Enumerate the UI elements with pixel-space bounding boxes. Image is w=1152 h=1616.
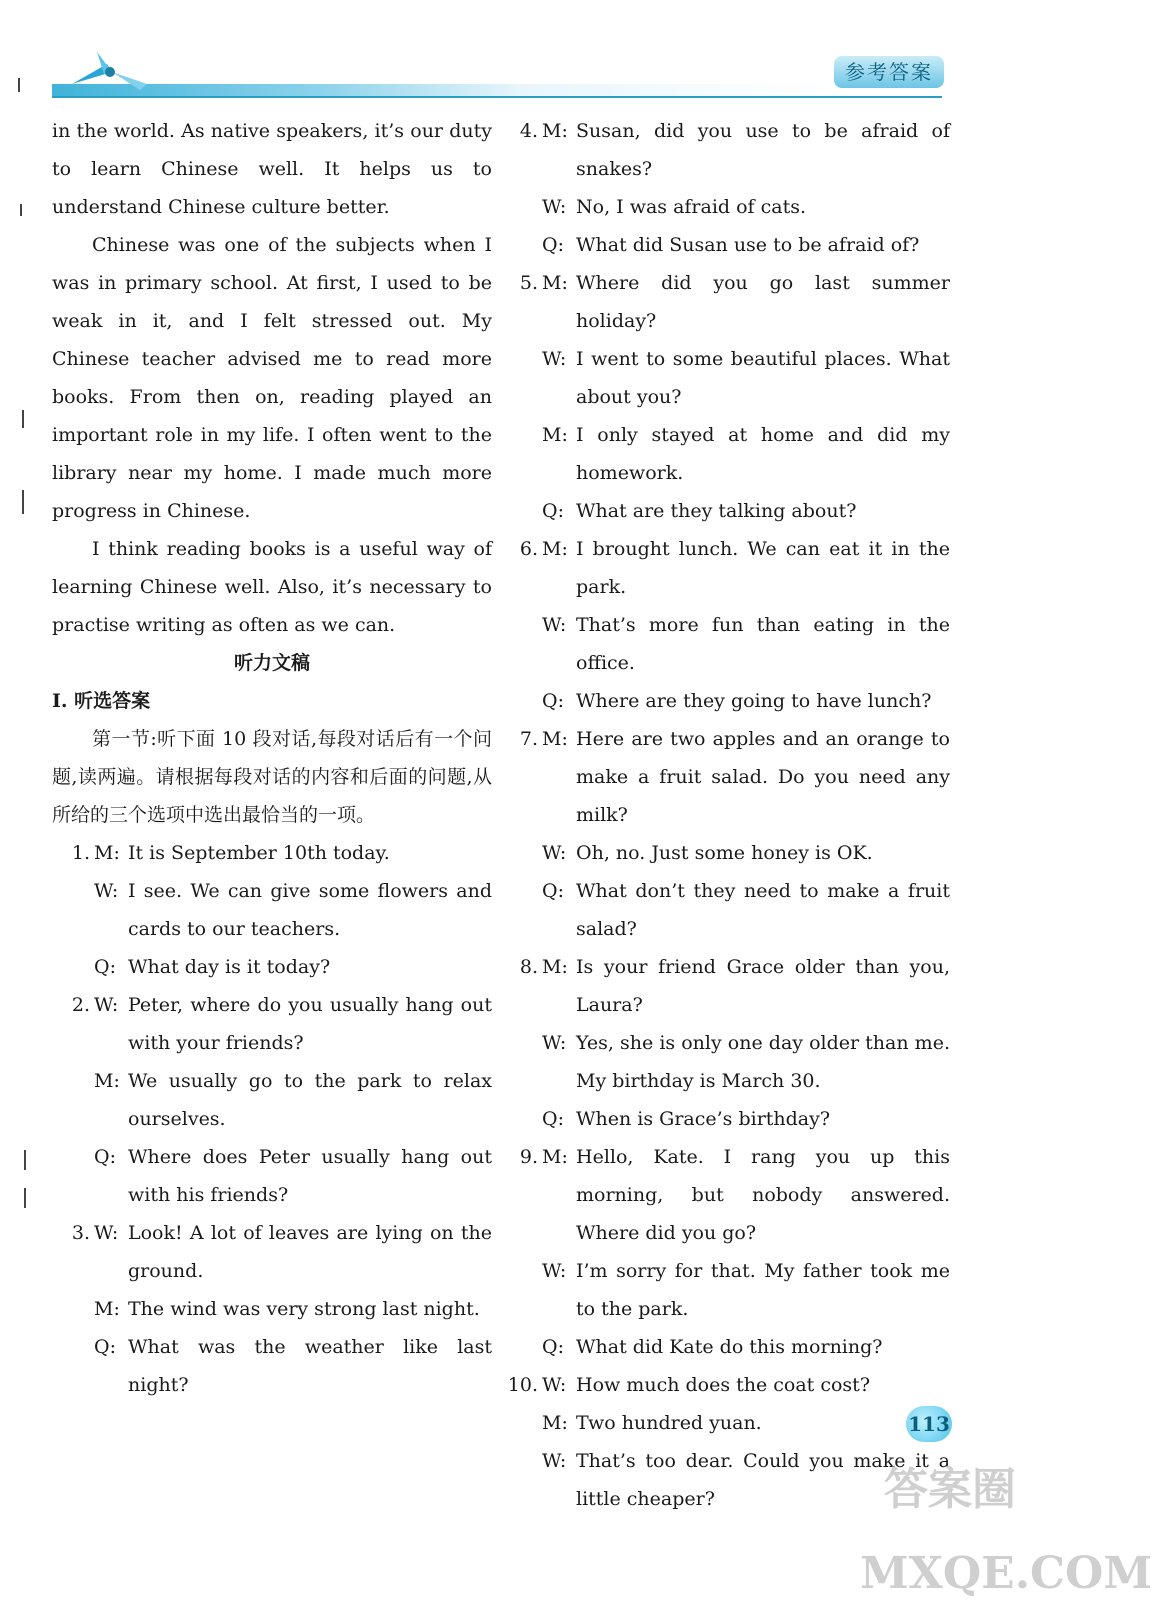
dialogue-number: 2.: [71, 994, 90, 1016]
dialogue-line: [542, 720, 950, 834]
dialogue-line: [94, 1214, 492, 1290]
dialogue-line: [542, 226, 950, 264]
speaker-label: W:: [542, 842, 567, 864]
dialogue-text: Is your friend Grace older than you, Laura?: [576, 956, 950, 1016]
dialogue-line: [94, 1138, 492, 1214]
dialogue-line: [542, 1138, 950, 1252]
windmill-logo-icon: [52, 44, 162, 98]
speaker-label: Q:: [542, 880, 564, 902]
dialogue-text: Susan, did you use to be afraid of snakes?: [576, 120, 950, 180]
speaker-label: Q:: [542, 1336, 564, 1358]
passage-paragraph: Chinese was one of the subjects when I was in primary school. At first, I used to be weak in it, and I felt stressed out. My Chinese teacher advised me to read more books. From then on, reading played an important role in my life. I often went to the library near my home. I made much more progress in Chinese.: [52, 234, 492, 522]
dialogue-text: Peter, where do you usually hang out with your friends?: [128, 994, 492, 1054]
dialogue-line: [542, 1252, 950, 1328]
speaker-label: M:: [542, 538, 568, 560]
binding-mark: [20, 204, 22, 216]
dialogue-item: [52, 834, 492, 986]
speaker-label: M:: [542, 956, 568, 978]
speaker-label: W:: [542, 1450, 567, 1472]
speaker-label: Q:: [542, 500, 564, 522]
dialogue-line: [542, 492, 950, 530]
dialogue-text: Where are they going to have lunch?: [576, 690, 932, 712]
dialogue-text: Look! A lot of leaves are lying on the ground.: [128, 1222, 492, 1282]
dialogue-line: [542, 948, 950, 1024]
dialogue-text: We usually go to the park to relax ourselves.: [128, 1070, 492, 1130]
dialogue-number: 4.: [519, 120, 538, 142]
dialogue-line: [542, 606, 950, 682]
dialogue-line: [94, 834, 492, 872]
dialogue-text: Yes, she is only one day older than me. My birthday is March 30.: [576, 1032, 950, 1092]
dialogue-text: Two hundred yuan.: [576, 1412, 762, 1434]
dialogue-item: [500, 112, 950, 264]
dialogue-text: The wind was very strong last night.: [128, 1298, 480, 1320]
part-title: Ⅰ. 听选答案: [52, 690, 151, 712]
dialogue-text: Here are two apples and an orange to make a fruit salad. Do you need any milk?: [576, 728, 950, 826]
dialogue-line: [94, 1328, 492, 1404]
speaker-label: W:: [542, 348, 567, 370]
speaker-label: M:: [542, 1412, 568, 1434]
left-column: [52, 112, 492, 1404]
dialogue-item: [52, 1214, 492, 1404]
dialogue-line: [94, 872, 492, 948]
speaker-label: M:: [542, 424, 568, 446]
speaker-label: W:: [94, 1222, 119, 1244]
speaker-label: Q:: [94, 1146, 116, 1168]
dialogue-line: [542, 1024, 950, 1100]
dialogue-item: [500, 948, 950, 1138]
dialogue-text: I brought lunch. We can eat it in the park.: [576, 538, 950, 598]
dialogue-text: What are they talking about?: [576, 500, 857, 522]
dialogue-number: 6.: [519, 538, 538, 560]
speaker-label: Q:: [542, 234, 564, 256]
dialogue-text: I see. We can give some flowers and cards to our teachers.: [128, 880, 492, 940]
dialogue-item: [500, 530, 950, 720]
dialogue-text: When is Grace’s birthday?: [576, 1108, 831, 1130]
dialogue-text: What day is it today?: [128, 956, 331, 978]
dialogue-number: 10.: [507, 1374, 538, 1396]
dialogue-item: [52, 986, 492, 1214]
dialogue-line: [94, 948, 492, 986]
speaker-label: M:: [542, 728, 568, 750]
dialogue-text: Where does Peter usually hang out with his friends?: [128, 1146, 492, 1206]
binding-mark: [18, 78, 20, 92]
dialogue-item: [500, 1138, 950, 1366]
dialogue-line: [542, 1404, 950, 1442]
section-title: 听力文稿: [233, 652, 310, 674]
dialogue-number: 3.: [71, 1222, 90, 1244]
passage-paragraph: in the world. As native speakers, it’s our duty to learn Chinese well. It helps us to understand Chinese culture better.: [52, 120, 492, 218]
header-rule: [52, 96, 942, 98]
dialogue-line: [542, 340, 950, 416]
dialogue-line: [542, 112, 950, 188]
dialogue-line: [94, 1290, 492, 1328]
dialogue-line: [542, 1366, 950, 1404]
speaker-label: M:: [94, 842, 120, 864]
dialogue-item: [500, 720, 950, 948]
dialogue-text: What did Kate do this morning?: [576, 1336, 883, 1358]
dialogue-list-right: [500, 112, 950, 1518]
dialogue-line: [542, 1100, 950, 1138]
watermark: 答案圈 MXQE.COM: [860, 1464, 1152, 1599]
dialogue-number: 7.: [519, 728, 538, 750]
speaker-label: Q:: [94, 1336, 116, 1358]
speaker-label: W:: [94, 994, 119, 1016]
dialogue-number: 5.: [519, 272, 538, 294]
dialogue-text: No, I was afraid of cats.: [576, 196, 807, 218]
dialogue-line: [542, 682, 950, 720]
dialogue-list-left: [52, 834, 492, 1404]
binding-mark: [24, 1188, 26, 1208]
right-column: [500, 112, 950, 1518]
dialogue-text: I only stayed at home and did my homework.: [576, 424, 950, 484]
dialogue-line: [94, 986, 492, 1062]
speaker-label: M:: [94, 1070, 120, 1092]
speaker-label: Q:: [542, 690, 564, 712]
binding-mark: [22, 490, 24, 514]
dialogue-line: [542, 1328, 950, 1366]
dialogue-line: [542, 264, 950, 340]
speaker-label: W:: [542, 1260, 567, 1282]
dialogue-text: That’s too dear. Could you make it a little cheaper?: [576, 1450, 950, 1510]
speaker-label: M:: [542, 272, 568, 294]
dialogue-text: What don’t they need to make a fruit salad?: [576, 880, 950, 940]
speaker-label: M:: [542, 120, 568, 142]
dialogue-number: 9.: [519, 1146, 538, 1168]
dialogue-text: I went to some beautiful places. What about you?: [576, 348, 950, 408]
dialogue-number: 1.: [71, 842, 90, 864]
dialogue-text: How much does the coat cost?: [576, 1374, 871, 1396]
dialogue-text: What did Susan use to be afraid of?: [576, 234, 920, 256]
binding-mark: [22, 410, 24, 428]
speaker-label: Q:: [542, 1108, 564, 1130]
instructions: 第一节:听下面 10 段对话,每段对话后有一个问题,读两遍。请根据每段对话的内容和后面的问题,从所给的三个选项中选出最恰当的一项。: [52, 728, 492, 826]
dialogue-item: [500, 264, 950, 530]
dialogue-line: [542, 416, 950, 492]
answer-key-tag: 参考答案: [834, 56, 944, 88]
speaker-label: Q:: [94, 956, 116, 978]
dialogue-number: 8.: [519, 956, 538, 978]
dialogue-text: Oh, no. Just some honey is OK.: [576, 842, 873, 864]
speaker-label: W:: [94, 880, 119, 902]
passage-paragraph: I think reading books is a useful way of learning Chinese well. Also, it’s necessary to practise writing as often as we can.: [52, 538, 492, 636]
dialogue-line: [542, 530, 950, 606]
dialogue-text: I’m sorry for that. My father took me to the park.: [576, 1260, 950, 1320]
speaker-label: W:: [542, 614, 567, 636]
dialogue-line: [542, 188, 950, 226]
speaker-label: W:: [542, 196, 567, 218]
page-number: 113: [906, 1406, 952, 1442]
dialogue-line: [94, 1062, 492, 1138]
dialogue-text: That’s more fun than eating in the office.: [576, 614, 950, 674]
binding-mark: [24, 1150, 26, 1170]
dialogue-line: [542, 872, 950, 948]
dialogue-text: Hello, Kate. I rang you up this morning, but nobody answered. Where did you go?: [576, 1146, 950, 1244]
dialogue-text: It is September 10th today.: [128, 842, 390, 864]
speaker-label: M:: [542, 1146, 568, 1168]
speaker-label: M:: [94, 1298, 120, 1320]
dialogue-text: Where did you go last summer holiday?: [576, 272, 950, 332]
speaker-label: W:: [542, 1032, 567, 1054]
speaker-label: W:: [542, 1374, 567, 1396]
dialogue-line: [542, 834, 950, 872]
dialogue-text: What was the weather like last night?: [128, 1336, 492, 1396]
